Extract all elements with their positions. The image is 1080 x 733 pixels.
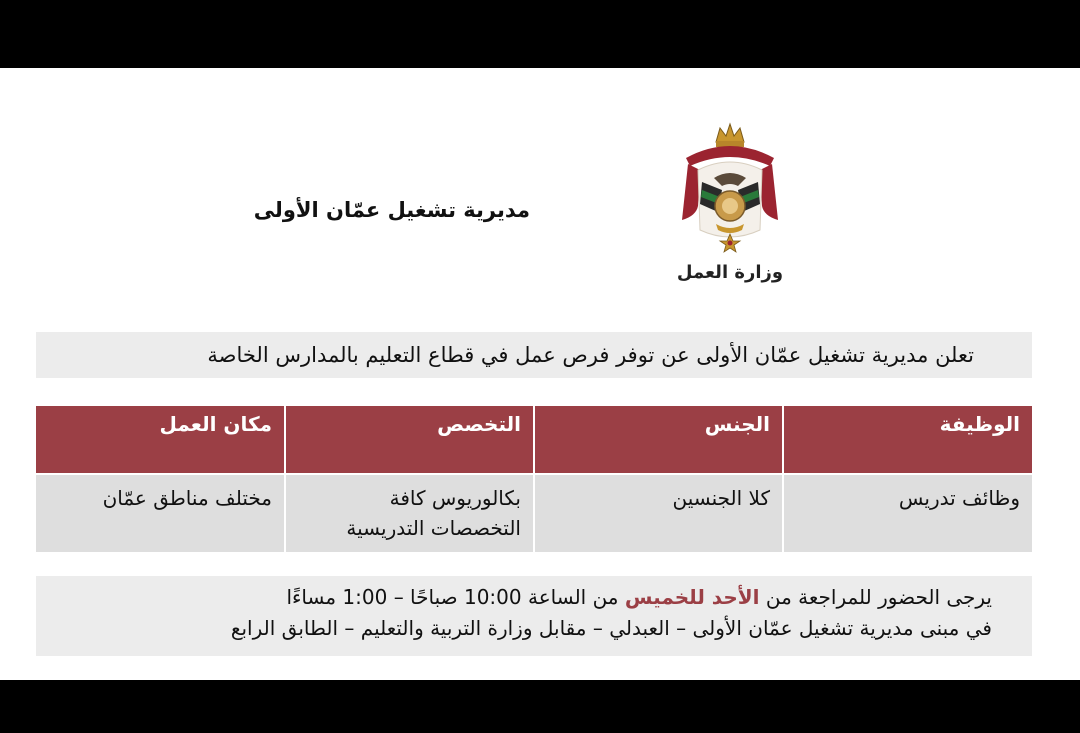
attendance-notice xyxy=(36,576,1032,656)
table-row xyxy=(36,474,1032,552)
announcement-text: تعلن مديرية تشغيل عمّان الأولى عن توفر فرص عمل في قطاع التعليم بالمدارس الخاصة xyxy=(207,343,974,367)
cell-gender: كلا الجنسين xyxy=(534,474,783,552)
notice-line1-before: يرجى الحضور للمراجعة من xyxy=(759,585,992,609)
cell-job: وظائف تدريس xyxy=(783,474,1032,552)
notice-line-1 xyxy=(56,582,992,613)
notice-line1-after: من الساعة 10:00 صباحًا – 1:00 مساءًا xyxy=(286,585,625,609)
jobs-table xyxy=(36,406,1032,552)
notice-days-highlight: الأحد للخميس xyxy=(624,585,760,609)
notice-line-2: في مبنى مديرية تشغيل عمّان الأولى – العبدلي – مقابل وزارة التربية والتعليم – الطابق الرابع xyxy=(230,616,992,640)
ministry-label: وزارة العمل xyxy=(676,262,784,283)
header-cell-job: الوظيفة xyxy=(783,406,1032,474)
directorate-title: مديرية تشغيل عمّان الأولى xyxy=(253,198,530,222)
document-page xyxy=(0,68,1080,680)
table-header-row xyxy=(36,406,1032,474)
cell-specialization: بكالوريوس كافة التخصصات التدريسية xyxy=(285,474,534,552)
header-cell-specialization: التخصص xyxy=(285,406,534,474)
header-cell-location: مكان العمل xyxy=(36,406,285,474)
announcement-banner xyxy=(36,332,1032,378)
header-cell-gender: الجنس xyxy=(534,406,783,474)
jordan-coat-of-arms-icon xyxy=(676,120,784,260)
cell-location: مختلف مناطق عمّان xyxy=(36,474,285,552)
